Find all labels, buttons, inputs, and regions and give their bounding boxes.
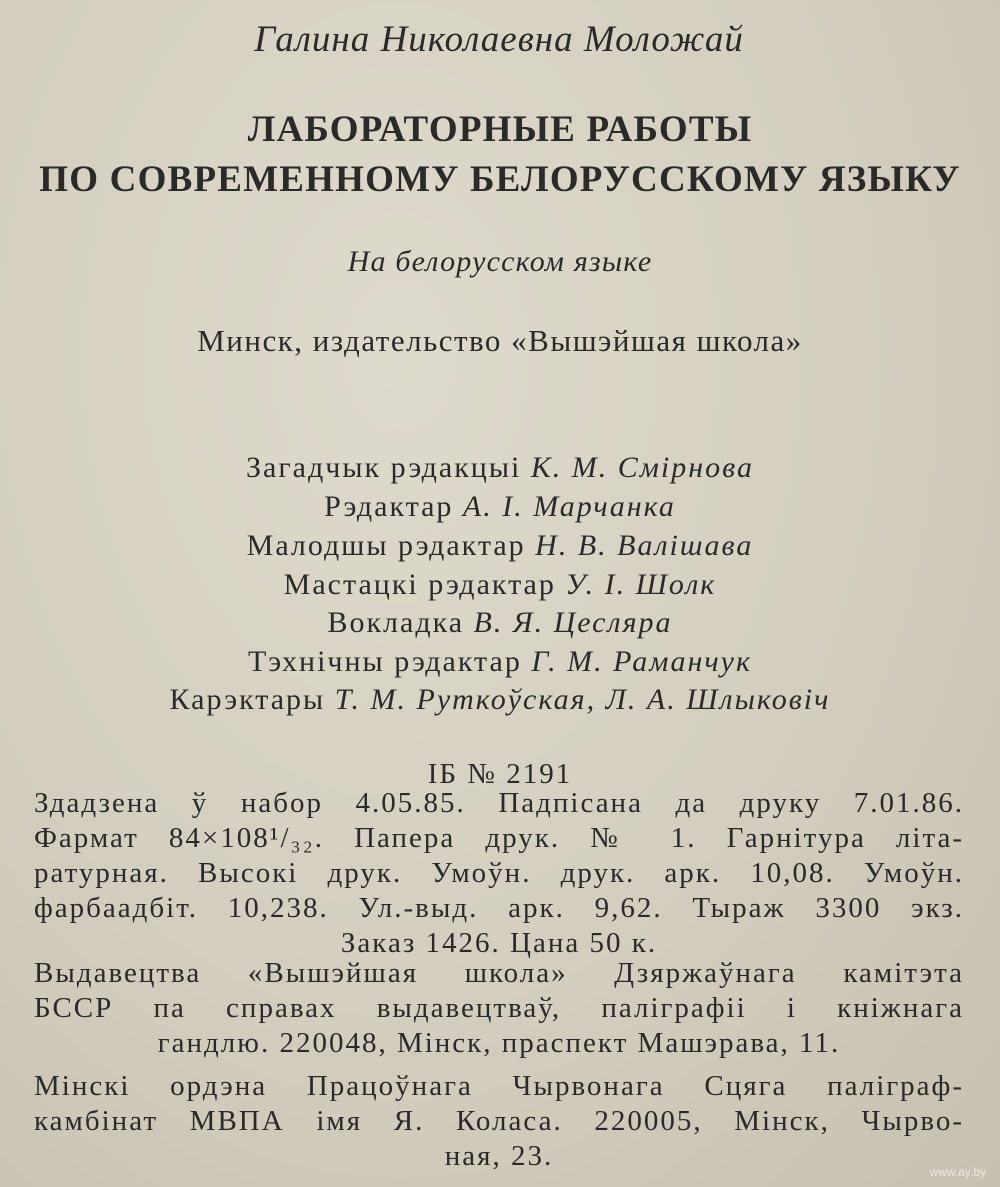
credit-role: Загадчык рэдакцыі — [246, 451, 522, 484]
printer-info — [34, 1069, 964, 1174]
credit-name: А. І. Марчанка — [462, 490, 676, 523]
book-title-line-1: ЛАБОРАТОРНЫЕ РАБОТЫ — [247, 109, 753, 150]
print-details — [34, 786, 964, 961]
credit-name: Т. М. Руткоўская, Л. А. Шлыковіч — [334, 683, 831, 716]
publisher-info-line: БССР па справах выдавецтваў, паліграфіі і кніжнага — [34, 992, 964, 1024]
credit-role: Тэхнічны рэдактар — [247, 645, 522, 678]
book-title-line-2: ПО СОВРЕМЕННОМУ БЕЛОРУССКОМУ ЯЗЫКУ — [39, 159, 961, 200]
publisher-info — [34, 956, 964, 1061]
print-details-line: фарбаадбіт. 10,238. Ул.-выд. арк. 9,62. Тыраж 3300 экз. — [34, 892, 964, 924]
credit-name: Н. В. Валішава — [535, 529, 754, 562]
credit-name: К. М. Смірнова — [530, 451, 754, 484]
publisher-info-line: Выдавецтва «Вышэйшая школа» Дзяржаўнага камітэта — [34, 957, 964, 989]
watermark: www.ay.by — [929, 1165, 986, 1179]
credit-name: Г. М. Раманчук — [531, 645, 752, 678]
credit-line — [0, 645, 1000, 679]
credit-line — [0, 606, 1000, 640]
credit-name: В. Я. Цесляра — [473, 606, 673, 639]
ib-number: ІБ № 2191 — [427, 758, 573, 790]
credit-line — [0, 451, 1000, 485]
print-details-line: Фармат 84×108¹/₃₂. Папера друк. № 1. Гарнітура літа- — [34, 822, 964, 854]
printer-info-line: камбінат МВПА імя Я. Коласа. 220005, Мінск, Чырво- — [34, 1105, 964, 1137]
credit-line — [0, 529, 1000, 563]
print-details-line: Заказ 1426. Цана 50 к. — [340, 927, 658, 959]
credit-role: Рэдактар — [324, 490, 454, 523]
publisher-info-line: гандлю. 220048, Мінск, праспект Машэрава, 11. — [157, 1027, 841, 1059]
printer-info-line: ная, 23. — [444, 1140, 554, 1172]
credit-line — [0, 568, 1000, 602]
publisher-line: Минск, издательство «Вышэйшая школа» — [197, 323, 803, 358]
credit-role: Вокладка — [327, 606, 465, 639]
credit-line — [0, 490, 1000, 524]
print-details-line: ратурная. Высокі друк. Умоўн. друк. арк. 10,08. Умоўн. — [34, 857, 964, 889]
printer-info-line: Мінскі ордэна Працоўнага Чырвонага Сцяга паліграф- — [34, 1070, 964, 1102]
credit-role: Мастацкі рэдактар — [283, 568, 556, 601]
credit-name: У. І. Шолк — [565, 568, 717, 601]
credit-role: Карэктары — [169, 683, 326, 716]
print-details-line: Здадзена ў набор 4.05.85. Падпісана да друку 7.01.86. — [34, 787, 964, 819]
author-name: Галина Николаевна Моложай — [254, 19, 744, 60]
language-note: На белорусском языке — [347, 245, 653, 278]
credit-role: Малодшы рэдактар — [246, 529, 526, 562]
credit-line — [0, 683, 1000, 717]
